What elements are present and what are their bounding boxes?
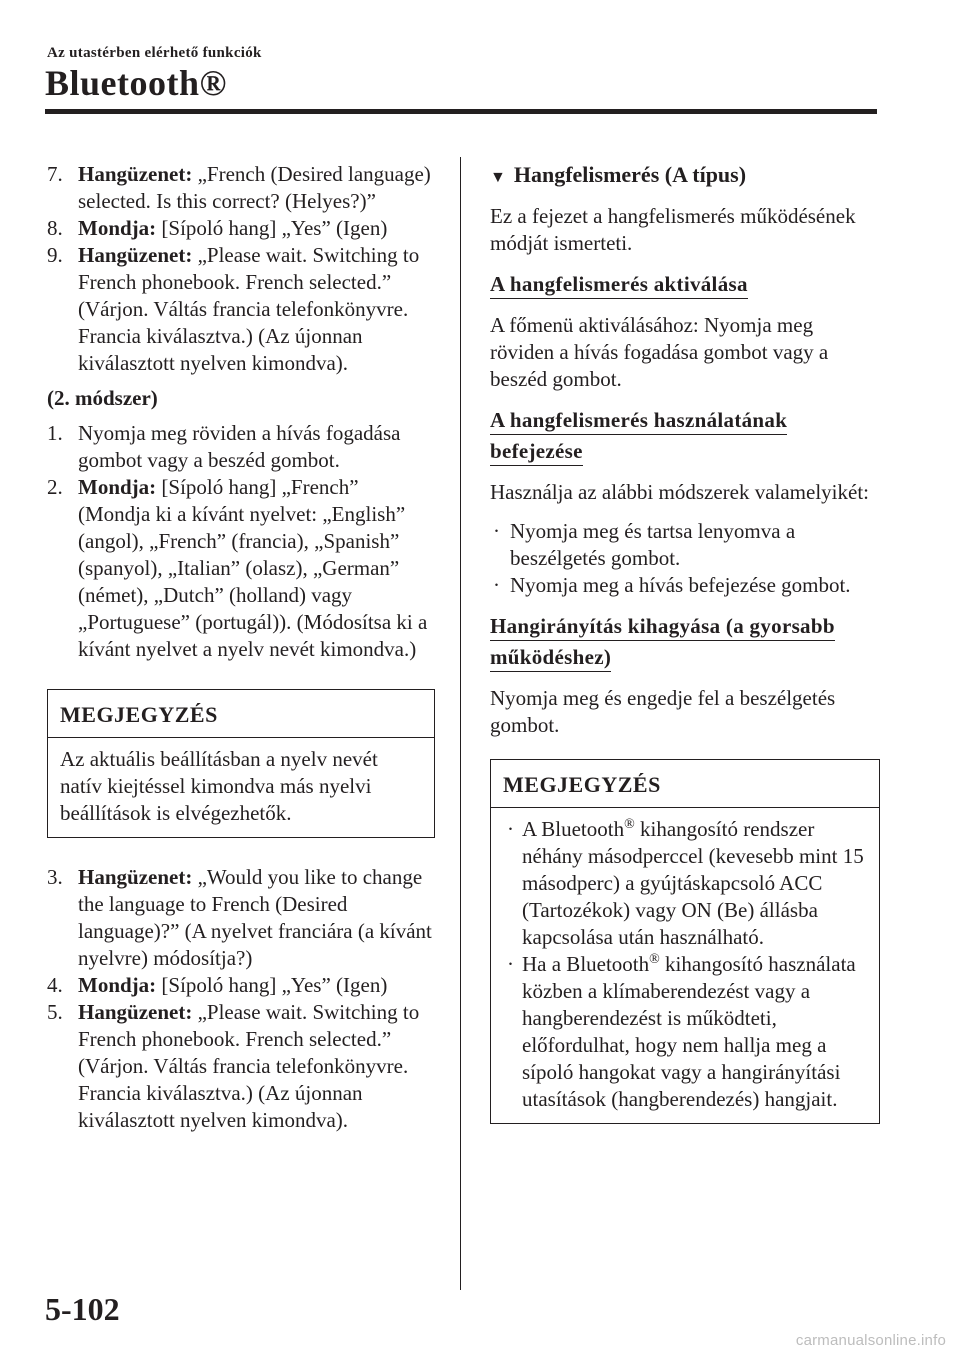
note-bullet-2-a: Ha a Bluetooth <box>522 952 650 976</box>
note-box-right <box>490 759 880 1124</box>
note-body: Az aktuális beállításban a nyelv nevét natív kiejtéssel kimondva más nyelvi beállítások is elvégezhetők. <box>60 747 378 825</box>
step-5 <box>47 999 435 1134</box>
end-heading-text: A hangfelismerés használatának befejezése <box>490 408 787 466</box>
note-body <box>491 808 879 1123</box>
step-text: „Please wait. Switching to French phonebook. French selected.” (Várjon. Váltás francia telefonkönyvre. Francia kiválasztva.) (Az újonnan kiválasztott nyelven kimondva). <box>78 1000 420 1132</box>
skip-paragraph: Nyomja meg és engedje fel a beszélgetés gombot. <box>490 686 836 737</box>
bullet-dot: · <box>507 952 514 976</box>
section-title <box>490 161 880 191</box>
end-heading <box>490 405 880 467</box>
list-item <box>490 518 880 572</box>
note-bullet-1-b: kihangosító rendszer néhány másodperccel (kevesebb mint 15 másodperc) a gyújtáskapcsoló ACC (Tartozékok) vagy ON (Be) állásba kapcsolása után használható. <box>522 817 864 949</box>
step-label: Hangüzenet: <box>78 1000 193 1024</box>
note-bullet-1-a: A Bluetooth <box>522 817 625 841</box>
skip-heading <box>490 611 880 673</box>
end-bullet-list <box>490 518 880 599</box>
end-intro: Használja az alábbi módszerek valamelyikét: <box>490 480 869 504</box>
left-column <box>47 161 435 1134</box>
activate-paragraph: A főmenü aktiválásához: Nyomja meg röviden a hívás fogadása gombot vagy a beszéd gombot. <box>490 313 829 391</box>
step-8 <box>47 215 435 242</box>
note-bullet-2-b: kihangosító használata közben a klímaberendezést vagy a hangberendezést is működteti, előfordulhat, hogy nem hallja meg a sípoló hangokat vagy a hangirányítási utasítások (hangberendezés) hangjait. <box>522 952 856 1111</box>
step-4 <box>47 972 435 999</box>
step-number: 9. <box>47 243 63 267</box>
step-7 <box>47 161 435 215</box>
step-label: Mondja: <box>78 973 157 997</box>
intro-paragraph: Ez a fejezet a hangfelismerés működésének módját ismerteti. <box>490 204 856 255</box>
step-text: Nyomja meg röviden a hívás fogadása gombot vagy a beszéd gombot. <box>78 421 401 472</box>
skip-heading-text: Hangirányítás kihagyása (a gyorsabb működéshez) <box>490 614 835 672</box>
step-number: 8. <box>47 216 63 240</box>
activate-heading <box>490 269 880 300</box>
registered-mark: ® <box>624 817 635 832</box>
step-text: „Please wait. Switching to French phonebook. French selected.” (Várjon. Váltás francia telefonkönyvre. Francia kiválasztva.) (Az újonnan kiválasztott nyelven kimondva). <box>78 243 420 375</box>
page-title: Bluetooth® <box>45 63 227 103</box>
column-divider <box>460 157 461 1290</box>
step-number: 4. <box>47 973 63 997</box>
activate-heading-text: A hangfelismerés aktiválása <box>490 272 748 299</box>
step-2 <box>47 474 435 663</box>
note-box-left <box>47 689 435 838</box>
steps-group-b <box>47 420 435 663</box>
method-2-heading: (2. módszer) <box>47 386 158 410</box>
bullet-dot: · <box>493 519 500 543</box>
step-9 <box>47 242 435 377</box>
registered-mark: ® <box>649 952 660 967</box>
section-header: Az utastérben elérhető funkciók <box>47 45 262 61</box>
section-title-text: Hangfelismerés (A típus) <box>513 162 747 187</box>
step-1 <box>47 420 435 474</box>
triangle-down-icon: ▼ <box>490 169 506 186</box>
list-item <box>503 816 867 951</box>
step-number: 2. <box>47 475 63 499</box>
list-item <box>490 572 880 599</box>
step-label: Hangüzenet: <box>78 162 193 186</box>
bullet-dot: · <box>507 817 514 841</box>
note-heading: MEGJEGYZÉS <box>491 760 879 808</box>
step-text: „French (Desired language) selected. Is this correct? (Helyes?)” <box>78 162 431 213</box>
step-text: [Sípoló hang] „French” (Mondja ki a kívánt nyelvet: „English” (angol), „French” (francia), „Spanish” (spanyol), „Italian” (olasz), „German” (német), „Dutch” (holland) vagy „Portuguese” (portugál)). (Módosítsa ki a kívánt nyelvet a nyelv nevét kimondva.) <box>78 475 428 661</box>
header-rule <box>45 109 877 114</box>
step-label: Hangüzenet: <box>78 865 193 889</box>
page-number: 5-102 <box>45 1291 120 1327</box>
note-heading: MEGJEGYZÉS <box>48 690 434 738</box>
list-item <box>503 951 867 1113</box>
step-text: [Sípoló hang] „Yes” (Igen) <box>156 973 388 997</box>
bullet-dot: · <box>493 573 500 597</box>
step-number: 7. <box>47 162 63 186</box>
step-label: Mondja: <box>78 216 157 240</box>
step-label: Hangüzenet: <box>78 243 193 267</box>
step-text: [Sípoló hang] „Yes” (Igen) <box>156 216 388 240</box>
right-column <box>490 161 880 1150</box>
step-3 <box>47 864 435 972</box>
step-number: 1. <box>47 421 63 445</box>
watermark: carmanualsonline.info <box>795 1332 946 1349</box>
step-number: 5. <box>47 1000 63 1024</box>
step-label: Mondja: <box>78 475 157 499</box>
steps-group-a <box>47 161 435 377</box>
list-item-text: Nyomja meg és tartsa lenyomva a beszélgetés gombot. <box>510 519 796 570</box>
list-item-text: Nyomja meg a hívás befejezése gombot. <box>510 573 851 597</box>
steps-group-c <box>47 864 435 1134</box>
step-text: „Would you like to change the language to French (Desired language)?” (A nyelvet franciára (a kívánt nyelvre) módosítja?) <box>78 865 432 970</box>
step-number: 3. <box>47 865 63 889</box>
